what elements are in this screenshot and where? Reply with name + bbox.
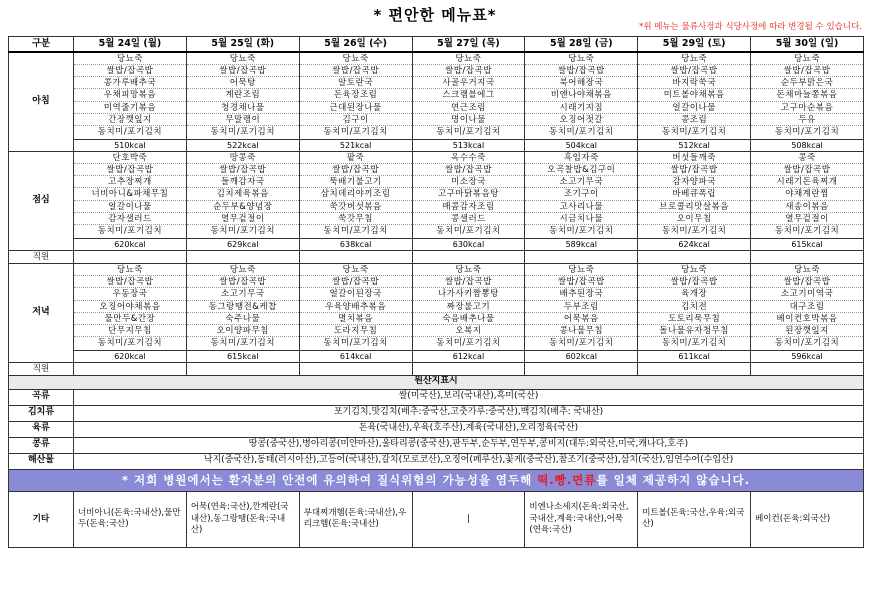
dish-item: 콩가루배추국 [74,77,186,89]
day-header: 5월 25일 (화) [186,37,299,52]
dish-item: 청경채나물 [187,102,299,114]
origin-label: 해산물 [9,453,74,469]
dish-item: 당뇨죽 [751,53,863,65]
safety-banner [9,469,864,491]
dish-item: 비엔나야채볶음 [525,89,637,101]
dish-item: 동치미/포기김치 [436,127,501,138]
dish-item: 숙주나물 [187,313,299,325]
meal-row-0 [9,52,864,140]
meal-cell [525,52,638,140]
dish-item: 쑥갓버섯볶음 [300,201,412,213]
origin-text: 쌀(미국산),보리(국내산),흑미(국산) [74,389,864,405]
dish-item: 당뇨죽 [638,53,750,65]
day-header: 5월 30일 (일) [751,37,864,52]
dish-item: 당뇨죽 [74,53,186,65]
dish-item: 쌀밥/잡곡밥 [74,164,186,176]
dish-item: 소고기무국 [187,288,299,300]
misc-item: 미트볼(돈육:국산,우육:외국산) [638,491,751,547]
kcal-value: 614kcal [299,350,412,362]
dish-item: 쌀밥/잡곡밥 [751,164,863,176]
origin-row [9,437,864,453]
dish-item: 쌀밥/잡곡밥 [638,276,750,288]
dish-item: 단무지무침 [74,325,186,337]
dish-item: 팥죽 [300,152,412,164]
day-header: 5월 29일 (토) [638,37,751,52]
dish-item: 콩샐러드 [413,213,525,225]
dish-item: 된장깻잎지 [751,325,863,337]
dish-item: 땅콩죽 [187,152,299,164]
meal-label: 점심 [9,151,74,250]
meal-cell [412,52,525,140]
header-row [9,37,864,52]
day-header: 5월 27일 (목) [412,37,525,52]
dish-item: 육개장 [638,288,750,300]
meal-cell [638,263,751,350]
dish-item: 계란조림 [187,89,299,101]
menu-table [8,36,864,548]
dish-item: 쌀밥/잡곡밥 [300,164,412,176]
misc-item: | [412,491,525,547]
origin-text: 땅콩(중국산),병아리콩(미얀마산),울타리콩(중국산),판두부,순두부,연두부,콩비지(대두:외국산,미국,캐나다,호주) [74,437,864,453]
dish-item: 동치미/포기김치 [774,338,840,349]
kcal-row [9,350,864,362]
kcal-row [9,139,864,151]
origin-label: 콩류 [9,437,74,453]
dish-item: 동치미/포기김치 [323,226,388,237]
dish-item: 미트볼야채볶음 [638,89,750,101]
dish-item: 연근조림 [413,102,525,114]
kcal-value: 624kcal [638,238,751,250]
kcal-value: 629kcal [186,238,299,250]
dish-item: 바지락쑥국 [638,77,750,89]
dish-item: 소고기미역국 [751,288,863,300]
staff-row [9,250,864,263]
dish-item: 고구마닭볶음탕 [413,188,525,200]
dish-item: 쌀밥/잡곡밥 [74,65,186,77]
dish-item: 옥수수죽 [413,152,525,164]
dish-item: 조기구이 [525,188,637,200]
header-label: 구분 [9,37,74,52]
dish-item: 근대된장나물 [300,102,412,114]
dish-item: 쌀밥/잡곡밥 [525,65,637,77]
staff-cell [525,250,638,263]
dish-item: 시래기돈육찌개 [751,176,863,188]
dish-item: 야채계란찜 [751,188,863,200]
dish-item: 열무겉절이 [187,213,299,225]
meal-cell [186,263,299,350]
dish-item: 김치제육볶음 [187,188,299,200]
change-notice: *위 메뉴는 물류사정과 식당사정에 따라 변경될 수 있습니다. [639,22,862,32]
staff-label: 직원 [9,250,74,263]
dish-item: 들깨감자국 [187,176,299,188]
dish-item: 물만두&간장 [74,313,186,325]
kcal-value: 589kcal [525,238,638,250]
dish-item: 쌀밥/잡곡밥 [638,65,750,77]
dish-item: 동치미/포기김치 [436,226,501,237]
dish-item: 동치미/포기김치 [97,127,163,138]
dish-item: 스크램블에그 [413,89,525,101]
dish-item: 동치미/포기김치 [661,226,727,237]
kcal-value: 521kcal [299,139,412,151]
dish-item: 고추장찌개 [74,176,186,188]
meal-cell [751,151,864,238]
banner-highlight: 떡.빵.면류 [537,472,597,487]
origin-label: 곡류 [9,389,74,405]
origin-row [9,405,864,421]
dish-item: 우육양배추볶음 [300,301,412,313]
staff-cell [638,250,751,263]
dish-item: 쑥갓무침 [300,213,412,225]
dish-item: 동치미/포기김치 [323,127,388,138]
dish-item: 동치미/포기김치 [774,226,840,237]
kcal-value: 620kcal [74,350,187,362]
staff-cell [74,362,187,375]
page-title: * 편안한 메뉴표* [373,6,497,24]
dish-item: 대구조림 [751,301,863,313]
dish-item: 당뇨죽 [300,53,412,65]
meal-cell [299,151,412,238]
dish-item: 오이무침 [638,213,750,225]
meal-cell [186,52,299,140]
kcal-value: 611kcal [638,350,751,362]
dish-item: 배추된장국 [525,288,637,300]
dish-item: 오곡찰밥&김구이 [525,164,637,176]
dish-item: 사골우거지국 [413,77,525,89]
origin-text: 낙지(중국산),동태(러시아산),고등어(국내산),갈치(모로코산),오징어(페루산),꽃게(중국산),참조기(중국산),삼치(국산),임연수어(수입산) [74,453,864,469]
misc-label: 기타 [9,491,74,547]
dish-item: 돈육장조림 [300,89,412,101]
dish-item: 쌀밥/잡곡밥 [187,276,299,288]
dish-item: 고구마순볶음 [751,102,863,114]
dish-item: 미소장국 [413,176,525,188]
dish-item: 당뇨죽 [74,264,186,276]
meal-row-2 [9,263,864,350]
staff-cell [299,362,412,375]
dish-item: 동치미/포기김치 [323,338,388,349]
day-header: 5월 26일 (수) [299,37,412,52]
dish-item: 동치미/포기김치 [549,226,614,237]
origin-title-row [9,375,864,389]
origin-row [9,421,864,437]
dish-item: 쌀밥/잡곡밥 [751,276,863,288]
origin-label: 육류 [9,421,74,437]
dish-item: 알토란국 [300,77,412,89]
dish-item: 고사리나물 [525,201,637,213]
dish-item: 당뇨죽 [187,53,299,65]
staff-cell [638,362,751,375]
dish-item: 북어해장국 [525,77,637,89]
dish-item: 동치미/포기김치 [774,127,840,138]
staff-row [9,362,864,375]
dish-item: 김구이 [300,114,412,126]
dish-item: 단호박죽 [74,152,186,164]
meal-cell [74,263,187,350]
dish-item: 돈채마늘쫑볶음 [751,89,863,101]
dish-item: 당뇨죽 [525,264,637,276]
dish-item: 베이컨호박볶음 [751,313,863,325]
dish-item: 삼치데리야끼조림 [300,188,412,200]
dish-item: 당뇨죽 [187,264,299,276]
kcal-value: 512kcal [638,139,751,151]
origin-text: 돈육(국내산),우육(호주산),계육(국내산),오리정육(국산) [74,421,864,437]
dish-item: 쌀밥/잡곡밥 [300,276,412,288]
dish-item: 너비아니&파채무침 [74,188,186,200]
dish-item: 오이양파무침 [187,325,299,337]
dish-item: 당뇨죽 [413,264,525,276]
dish-item: 돌나물유자청무침 [638,325,750,337]
dish-item: 나가사키짬뽕탕 [413,288,525,300]
banner-text: * 저희 병원에서는 환자분의 안전에 유의하여 질식위험의 가능성을 염두해 [121,472,538,487]
dish-item: 쌀밥/잡곡밥 [413,65,525,77]
dish-item: 무말랭이 [187,114,299,126]
dish-item: 오징어젓갈 [525,114,637,126]
dish-item: 당뇨죽 [638,264,750,276]
dish-item: 콩죽 [751,152,863,164]
meal-cell [299,52,412,140]
dish-item: 우동장국 [74,288,186,300]
dish-item: 순두부&양념장 [187,201,299,213]
dish-item: 쌀밥/잡곡밥 [187,65,299,77]
dish-item: 동그랑땡전&케찹 [187,301,299,313]
staff-cell [186,362,299,375]
dish-item: 쌀밥/잡곡밥 [638,164,750,176]
meal-cell [525,151,638,238]
dish-item: 쌀밥/잡곡밥 [300,65,412,77]
dish-item: 쌀밥/잡곡밥 [751,65,863,77]
meal-cell [186,151,299,238]
misc-item: 너비아니(돈육:국내산),물만두(돈육:국산) [74,491,187,547]
kcal-value: 615kcal [186,350,299,362]
staff-cell [299,250,412,263]
meal-cell [525,263,638,350]
dish-item: 매콤감자조림 [413,201,525,213]
origin-label: 김치류 [9,405,74,421]
dish-item: 당뇨죽 [751,264,863,276]
dish-item: 버섯들깨죽 [638,152,750,164]
dish-item: 멸치볶음 [300,313,412,325]
kcal-value: 638kcal [299,238,412,250]
dish-item: 동치미/포기김치 [210,226,275,237]
kcal-value: 620kcal [74,238,187,250]
dish-item: 쌀밥/잡곡밥 [413,164,525,176]
day-header: 5월 28일 (금) [525,37,638,52]
meal-cell [412,263,525,350]
dish-item: 소고기무국 [525,176,637,188]
dish-item: 쌀밥/잡곡밥 [187,164,299,176]
dish-item: 바베큐폭립 [638,188,750,200]
dish-item: 콩나물무침 [525,325,637,337]
dish-item: 오징어야채볶음 [74,301,186,313]
meal-row-1 [9,151,864,238]
dish-item: 순두부맑은국 [751,77,863,89]
kcal-value: 508kcal [751,139,864,151]
kcal-value: 513kcal [412,139,525,151]
misc-item: 베이컨(돈육:외국산) [751,491,864,547]
dish-item: 콩조림 [638,114,750,126]
dish-item: 짜장불고기 [413,301,525,313]
dish-item: 명이나물 [413,114,525,126]
dish-item: 우채피망볶음 [74,89,186,101]
origin-row [9,453,864,469]
dish-item: 새송이볶음 [751,201,863,213]
day-header: 5월 24일 (월) [74,37,187,52]
staff-cell [751,362,864,375]
dish-item: 동치미/포기김치 [661,338,727,349]
origin-text: 포기김치,맛김치(배추:중국산,고춧가루:중국산),백김치(배추: 국내산) [74,405,864,421]
dish-item: 뚝배기불고기 [300,176,412,188]
dish-item: 감자샐러드 [74,213,186,225]
meal-cell [751,52,864,140]
staff-cell [751,250,864,263]
dish-item: 도라지무침 [300,325,412,337]
dish-item: 쌀밥/잡곡밥 [525,276,637,288]
safety-banner-row [9,469,864,491]
kcal-value: 504kcal [525,139,638,151]
dish-item: 동치미/포기김치 [210,338,275,349]
meal-cell [74,52,187,140]
dish-item: 동치미/포기김치 [661,127,727,138]
dish-item: 흑임자죽 [525,152,637,164]
dish-item: 미역줄기볶음 [74,102,186,114]
dish-item: 쌀밥/잡곡밥 [74,276,186,288]
dish-item: 동치미/포기김치 [97,226,163,237]
dish-item: 당뇨죽 [413,53,525,65]
dish-item: 얼갈이된장국 [300,288,412,300]
meal-cell [751,263,864,350]
dish-item: 시금치나물 [525,213,637,225]
kcal-row [9,238,864,250]
staff-cell [412,362,525,375]
staff-cell [186,250,299,263]
dish-item: 동치미/포기김치 [549,127,614,138]
misc-item: 어묵(연육:국산),깐계란(국내산),동그랑땡(돈육:국내산) [186,491,299,547]
dish-item: 쌀밥/잡곡밥 [413,276,525,288]
dish-item: 동치미/포기김치 [436,338,501,349]
dish-item: 감자양파국 [638,176,750,188]
dish-item: 동치미/포기김치 [97,338,163,349]
dish-item: 시래기지짐 [525,102,637,114]
kcal-value: 615kcal [751,238,864,250]
dish-item: 어묵볶음 [525,313,637,325]
kcal-value: 630kcal [412,238,525,250]
misc-item: 부대찌개햄(돈육:국내산),우리크햄(돈육:국내산) [299,491,412,547]
meal-label: 아침 [9,52,74,152]
dish-item: 간장깻잎지 [74,114,186,126]
meal-cell [638,52,751,140]
meal-cell [412,151,525,238]
misc-row [9,491,864,547]
dish-item: 브로콜리맛살볶음 [638,201,750,213]
dish-item: 당뇨죽 [300,264,412,276]
dish-item: 당뇨죽 [525,53,637,65]
kcal-value: 596kcal [751,350,864,362]
kcal-value: 602kcal [525,350,638,362]
origin-row [9,389,864,405]
kcal-value: 510kcal [74,139,187,151]
dish-item: 열무겉절이 [751,213,863,225]
kcal-value: 612kcal [412,350,525,362]
kcal-value: 522kcal [186,139,299,151]
misc-item: 비엔나소세지(돈육:외국산,국내산,계육:국내산),어묵(연육:국산) [525,491,638,547]
meal-cell [638,151,751,238]
dish-item: 얼갈이나물 [638,102,750,114]
dish-item: 두유 [751,114,863,126]
dish-item: 도토리묵무침 [638,313,750,325]
dish-item: 두부조림 [525,301,637,313]
staff-cell [525,362,638,375]
staff-label: 직원 [9,362,74,375]
meal-cell [74,151,187,238]
dish-item: 어묵탕 [187,77,299,89]
dish-item: 오복지 [413,325,525,337]
dish-item: 숙음배추나물 [413,313,525,325]
meal-label: 저녁 [9,263,74,362]
dish-item: 김치전 [638,301,750,313]
dish-item: 얼갈이나물 [74,201,186,213]
origin-title: 원산지표시 [9,375,864,389]
staff-cell [412,250,525,263]
banner-text: 를 일체 제공하지 않습니다. [596,472,751,487]
dish-item: 동치미/포기김치 [210,127,275,138]
meal-cell [299,263,412,350]
staff-cell [74,250,187,263]
dish-item: 동치미/포기김치 [549,338,614,349]
